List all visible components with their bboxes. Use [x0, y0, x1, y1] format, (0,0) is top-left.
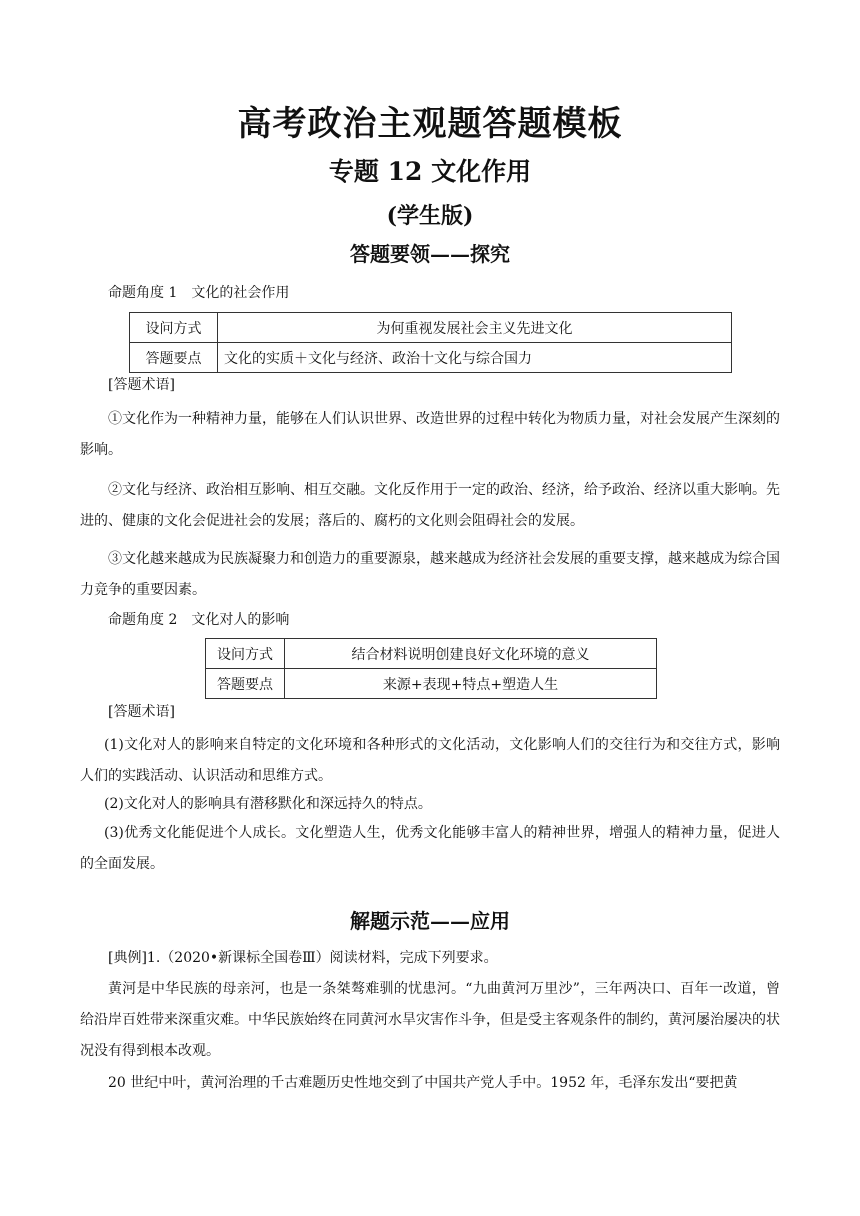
document-subtitle: 专题 12 文化作用 — [328, 157, 532, 186]
angle-2-point-2: (2)文化对人的影响具有潜移默化和深远持久的特点。 — [104, 796, 432, 812]
angle-1-point-1: ①文化作为一种精神力量，能够在人们认识世界、改造世界的过程中转化为物质力量，对社会发展产生深刻的影响。 — [80, 411, 780, 458]
table-cell-value: 来源+表现+特点+塑造人生 — [285, 669, 657, 699]
section-heading-key-points: 答题要领——探究 — [350, 242, 510, 266]
example-paragraph-1: 黄河是中华民族的母亲河，也是一条桀骜难驯的忧患河。“九曲黄河万里沙”，三年两决口、百年一改道，曾给沿岸百姓带来深重灾难。中华民族始终在同黄河水旱灾害作斗争，但是受主客观条件的制约，黄河屡治屡决的状况没有得到根本改观。 — [80, 981, 780, 1059]
document-title: 高考政治主观题答题模板 — [237, 104, 623, 144]
table-cell-key: 答题要点 — [130, 343, 218, 373]
angle-2-terms-label: [答题术语] — [108, 704, 175, 720]
angle-1-table — [129, 312, 732, 373]
angle-2-point-3: (3)优秀文化能促进个人成长。文化塑造人生，优秀文化能够丰富人的精神世界，增强人的精神力量，促进人的全面发展。 — [80, 825, 780, 872]
table-row — [206, 639, 657, 669]
angle-1-label: 命题角度 1 文化的社会作用 — [108, 285, 290, 301]
table-cell-value: 结合材料说明创建良好文化环境的意义 — [285, 639, 657, 669]
table-cell-value: 为何重视发展社会主义先进文化 — [218, 313, 732, 343]
table-row — [130, 343, 732, 373]
document-edition: (学生版) — [386, 203, 474, 229]
table-cell-key: 答题要点 — [206, 669, 285, 699]
angle-1-terms-label: [答题术语] — [108, 377, 175, 393]
table-row — [130, 313, 732, 343]
angle-1-point-3: ③文化越来越成为民族凝聚力和创造力的重要源泉，越来越成为经济社会发展的重要支撑，越来越成为综合国力竞争的重要因素。 — [80, 551, 780, 598]
example-intro: [典例]1.（2020•新课标全国卷Ⅲ）阅读材料，完成下列要求。 — [108, 950, 498, 966]
angle-2-table — [205, 638, 657, 699]
table-cell-value: 文化的实质＋文化与经济、政治十文化与综合国力 — [218, 343, 732, 373]
angle-2-label: 命题角度 2 文化对人的影响 — [108, 612, 290, 628]
angle-2-point-1: (1)文化对人的影响来自特定的文化环境和各种形式的文化活动，文化影响人们的交往行为和交往方式，影响人们的实践活动、认识活动和思维方式。 — [80, 737, 780, 784]
example-paragraph-2: 20 世纪中叶，黄河治理的千古难题历史性地交到了中国共产党人手中。1952 年，毛泽东发出“要把黄 — [108, 1075, 738, 1091]
table-cell-key: 设问方式 — [130, 313, 218, 343]
table-row — [206, 669, 657, 699]
table-cell-key: 设问方式 — [206, 639, 285, 669]
section-heading-example: 解题示范——应用 — [350, 909, 510, 933]
angle-1-point-2: ②文化与经济、政治相互影响、相互交融。文化反作用于一定的政治、经济，给予政治、经济以重大影响。先进的、健康的文化会促进社会的发展；落后的、腐朽的文化则会阻碍社会的发展。 — [80, 482, 780, 529]
